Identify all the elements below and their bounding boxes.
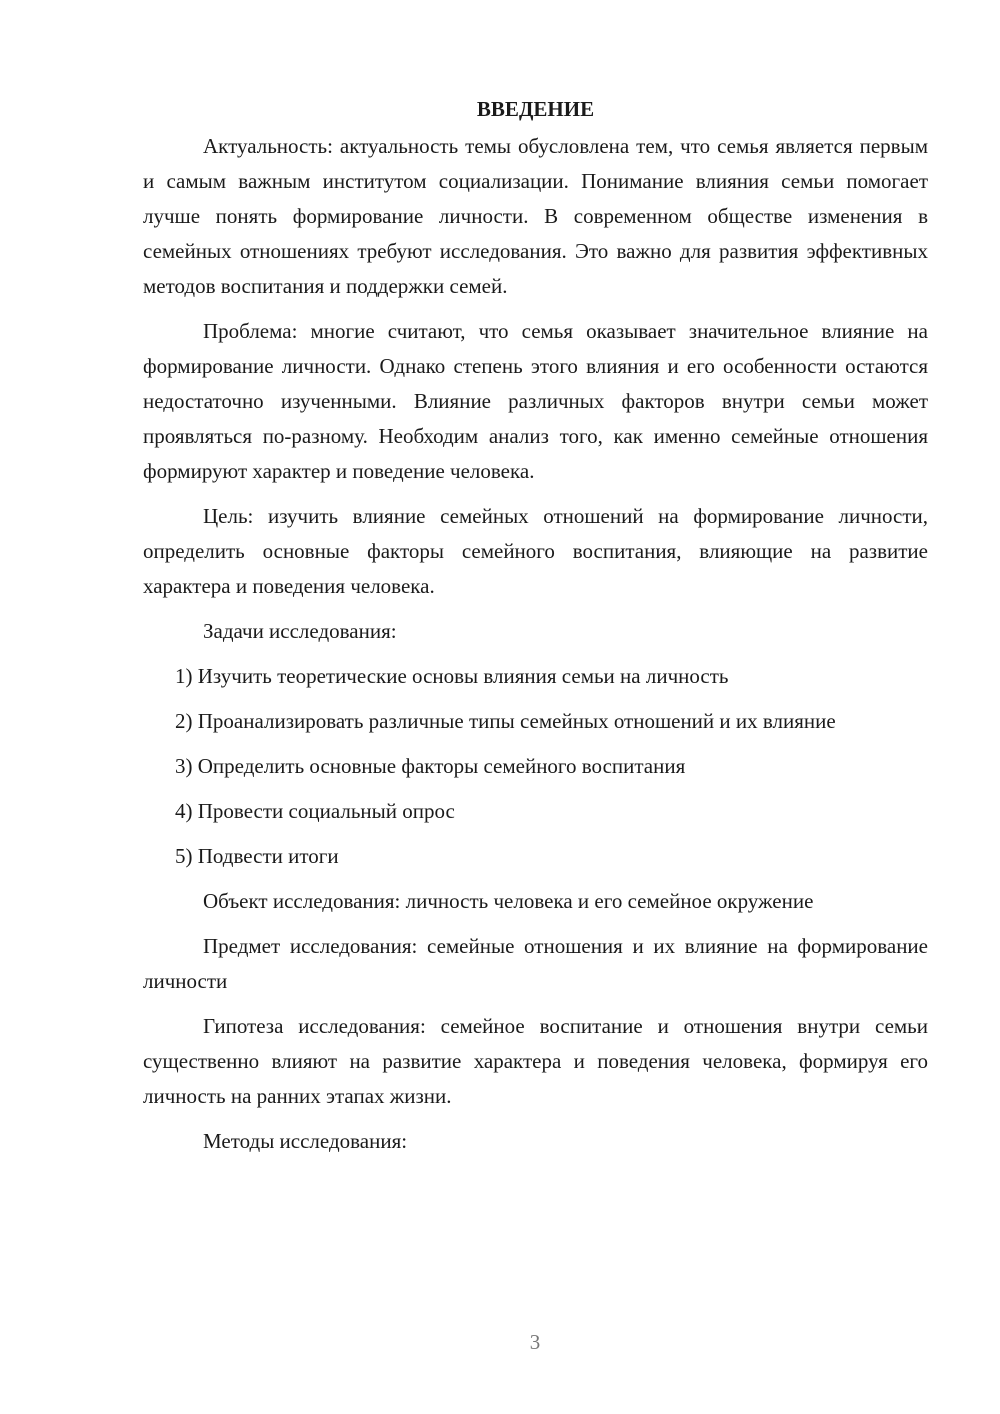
page-title: ВВЕДЕНИЕ (476, 97, 595, 121)
paragraph-hypothesis: Гипотеза исследования: семейное воспитание и отношения внутри семьи существенно влияют на развитие характера и поведения человека, формируя его личность на ранних этапах жизни. (143, 1014, 928, 1108)
paragraph-methods: Методы исследования: (203, 1129, 408, 1153)
paragraph-relevance: Актуальность: актуальность темы обусловлена тем, что семья является первым и самым важным институтом социализации. Понимание влияния семьи помогает лучше понять формирование личности. В современном обществе изменения в семейных отношениях требуют исследования. Это важно для развития эффективных методов воспитания и поддержки семей. (143, 134, 928, 298)
task-item-3: 3) Определить основные факторы семейного воспитания (175, 754, 686, 778)
page-number: 3 (529, 1330, 541, 1354)
document-page (143, 92, 928, 1169)
paragraph-goal: Цель: изучить влияние семейных отношений на формирование личности, определить основные факторы семейного воспитания, влияющие на развитие характера и поведения человека. (143, 504, 928, 598)
paragraph-tasks-heading: Задачи исследования: (203, 619, 397, 643)
paragraph-object: Объект исследования: личность человека и его семейное окружение (203, 889, 814, 913)
task-item-1: 1) Изучить теоретические основы влияния семьи на личность (175, 664, 729, 688)
paragraph-subject: Предмет исследования: семейные отношения и их влияние на формирование личности (143, 934, 928, 993)
task-item-2: 2) Проанализировать различные типы семейных отношений и их влияние (175, 709, 836, 733)
paragraph-problem: Проблема: многие считают, что семья оказывает значительное влияние на формирование личности. Однако степень этого влияния и его особенности остаются недостаточно изученными. Влияние различных факторов внутри семьи может проявляться по-разному. Необходим анализ того, как именно семейные отношения формируют характер и поведение человека. (143, 319, 928, 483)
task-item-4: 4) Провести социальный опрос (175, 799, 455, 823)
task-item-5: 5) Подвести итоги (175, 844, 339, 868)
